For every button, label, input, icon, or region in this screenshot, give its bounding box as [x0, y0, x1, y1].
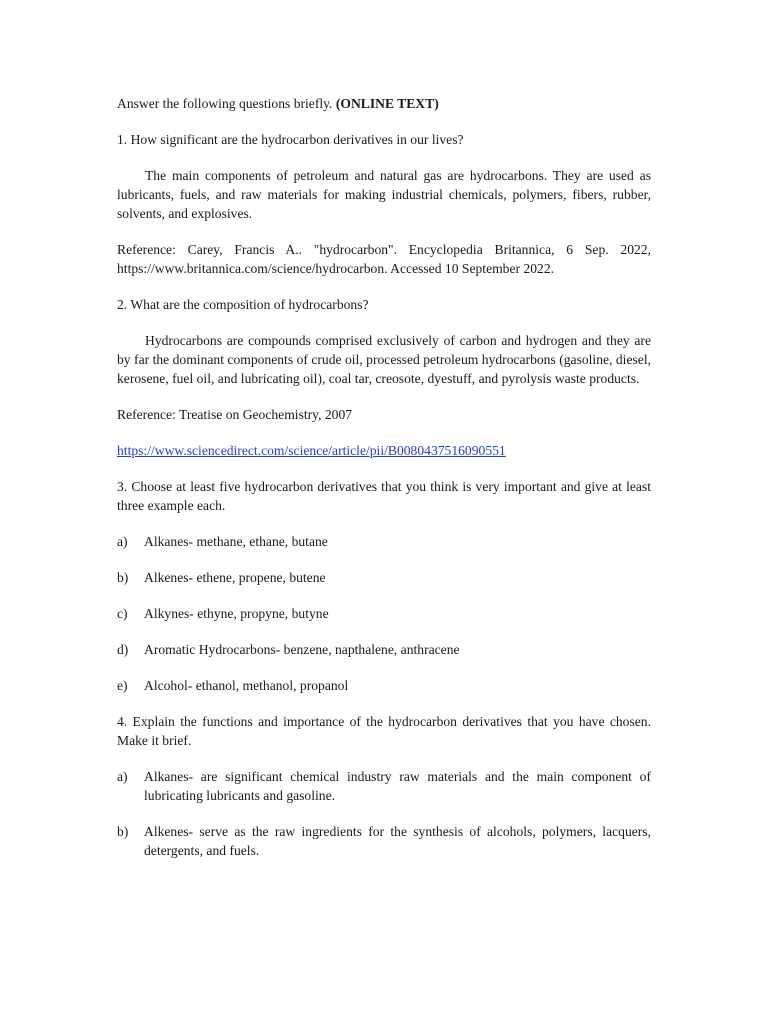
- list-item: [117, 767, 651, 805]
- list-item: [117, 640, 651, 659]
- list-item-text: Alkanes- are significant chemical industry raw materials and the main component of lubricating lubricants and gasoline.: [144, 769, 651, 803]
- question-3: 3. Choose at least five hydrocarbon derivatives that you think is very important and give at least three example each.: [117, 479, 651, 513]
- list-item-text: Aromatic Hydrocarbons- benzene, napthalene, anthracene: [144, 642, 460, 657]
- list-item: [117, 532, 651, 551]
- reference-2: Reference: Treatise on Geochemistry, 2007: [117, 407, 353, 422]
- document-page: [117, 94, 651, 877]
- list-marker: a): [117, 769, 128, 784]
- answer-2: Hydrocarbons are compounds comprised exclusively of carbon and hydrogen and they are by far the dominant components of crude oil, processed petroleum hydrocarbons (gasoline, diesel, kerosene, fuel oil, and lubricating oil), coal tar, creosote, dyestuff, and pyrolysis waste products.: [117, 333, 651, 386]
- question-4: 4. Explain the functions and importance of the hydrocarbon derivatives that you have chosen. Make it brief.: [117, 714, 651, 748]
- list-item: [117, 568, 651, 587]
- answer-1: The main components of petroleum and natural gas are hydrocarbons. They are used as lubricants, fuels, and raw materials for making industrial chemicals, polymers, fibers, rubber, solvents, and explosives.: [117, 168, 651, 221]
- q3-list: [117, 532, 651, 695]
- question-2: 2. What are the composition of hydrocarbons?: [117, 297, 369, 312]
- list-item-text: Alkenes- serve as the raw ingredients for the synthesis of alcohols, polymers, lacquers, detergents, and fuels.: [144, 824, 651, 858]
- question-1: 1. How significant are the hydrocarbon derivatives in our lives?: [117, 132, 464, 147]
- instructions-text: Answer the following questions briefly.: [117, 96, 336, 111]
- list-marker: d): [117, 642, 129, 657]
- list-marker: c): [117, 606, 128, 621]
- reference-2-link[interactable]: https://www.sciencedirect.com/science/article/pii/B0080437516090551: [117, 443, 506, 458]
- list-item-text: Alcohol- ethanol, methanol, propanol: [144, 678, 349, 693]
- reference-2-link-paragraph: [117, 441, 651, 460]
- list-item: [117, 604, 651, 623]
- list-item: [117, 676, 651, 695]
- list-marker: b): [117, 570, 129, 585]
- list-marker: a): [117, 534, 128, 549]
- list-item-text: Alkenes- ethene, propene, butene: [144, 570, 326, 585]
- list-marker: e): [117, 678, 128, 693]
- list-item: [117, 822, 651, 860]
- q4-list: [117, 767, 651, 860]
- list-marker: b): [117, 824, 129, 839]
- instructions: [117, 94, 651, 113]
- list-item-text: Alkynes- ethyne, propyne, butyne: [144, 606, 329, 621]
- instructions-emphasis: (ONLINE TEXT): [335, 96, 439, 111]
- list-item-text: Alkanes- methane, ethane, butane: [144, 534, 328, 549]
- reference-1: Reference: Carey, Francis A.. "hydrocarbon". Encyclopedia Britannica, 6 Sep. 2022, https://www.britannica.com/science/hydrocarbon. Accessed 10 September 2022.: [117, 242, 651, 276]
